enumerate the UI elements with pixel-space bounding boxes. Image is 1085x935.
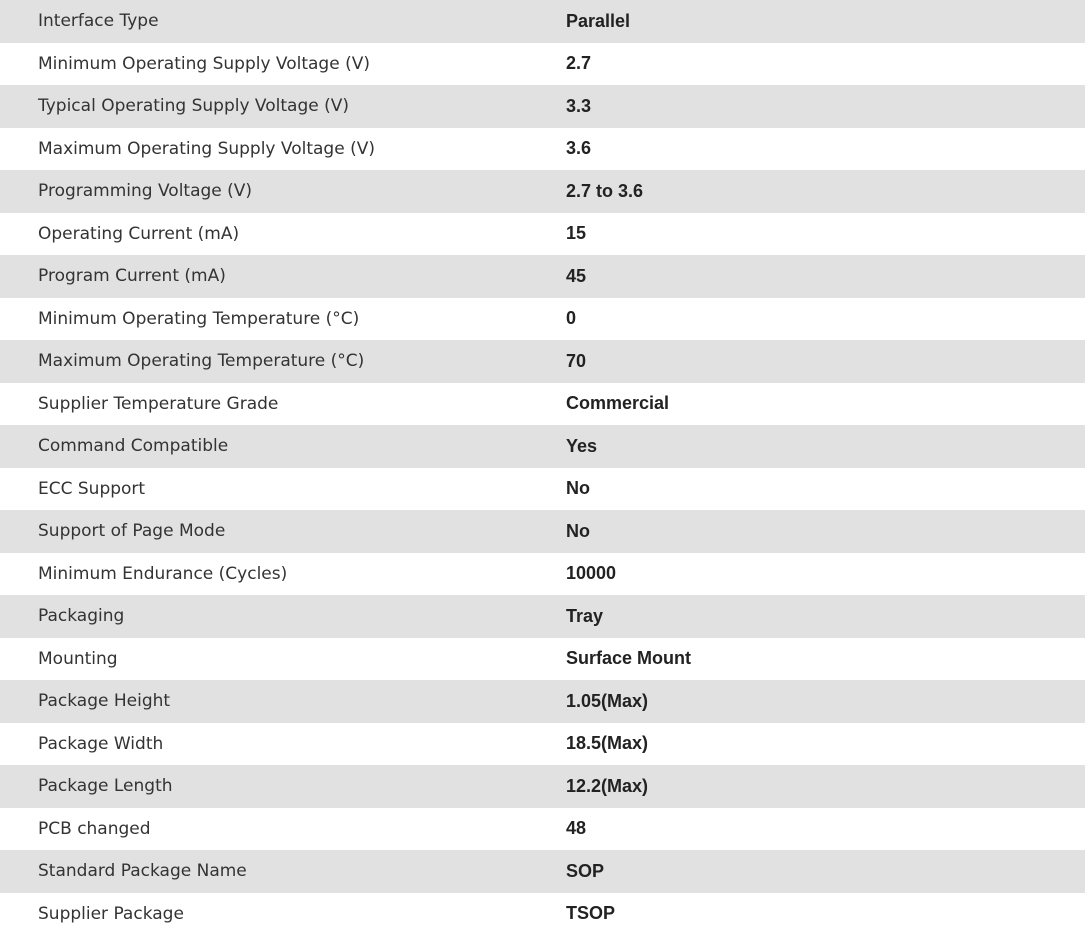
spec-label: Minimum Operating Temperature (°C) [0,298,566,341]
spec-label: Supplier Temperature Grade [0,383,566,426]
spec-row-packaging [0,595,1085,638]
spec-row-max-operating-temperature [0,340,1085,383]
spec-label: Standard Package Name [0,850,566,893]
spec-label: Command Compatible [0,425,566,468]
spec-label: Package Height [0,680,566,723]
spec-value: 10000 [566,553,1085,596]
spec-label: Minimum Endurance (Cycles) [0,553,566,596]
spec-value: 0 [566,298,1085,341]
spec-value: 18.5(Max) [566,723,1085,766]
spec-value: Yes [566,425,1085,468]
spec-value: 1.05(Max) [566,680,1085,723]
spec-row-max-supply-voltage [0,128,1085,171]
spec-label: ECC Support [0,468,566,511]
spec-value: 2.7 to 3.6 [566,170,1085,213]
spec-value: SOP [566,850,1085,893]
spec-value: 15 [566,213,1085,256]
spec-label: Support of Page Mode [0,510,566,553]
spec-row-supplier-package [0,893,1085,935]
spec-row-package-width [0,723,1085,766]
spec-row-interface-type [0,0,1085,43]
spec-label: Maximum Operating Temperature (°C) [0,340,566,383]
spec-label: Packaging [0,595,566,638]
spec-label: Package Width [0,723,566,766]
spec-row-min-operating-temperature [0,298,1085,341]
spec-row-min-supply-voltage [0,43,1085,86]
spec-row-operating-current [0,213,1085,256]
spec-value: Surface Mount [566,638,1085,681]
spec-row-supplier-temperature-grade [0,383,1085,426]
spec-value: 70 [566,340,1085,383]
spec-value: Tray [566,595,1085,638]
spec-value: No [566,468,1085,511]
spec-row-min-endurance [0,553,1085,596]
spec-value: 45 [566,255,1085,298]
spec-label: Program Current (mA) [0,255,566,298]
spec-row-programming-voltage [0,170,1085,213]
spec-row-package-length [0,765,1085,808]
spec-row-pcb-changed [0,808,1085,851]
spec-label: Mounting [0,638,566,681]
spec-value: Parallel [566,0,1085,43]
spec-value: 3.3 [566,85,1085,128]
spec-label: Minimum Operating Supply Voltage (V) [0,43,566,86]
spec-value: 48 [566,808,1085,851]
spec-value: TSOP [566,893,1085,935]
spec-label: Typical Operating Supply Voltage (V) [0,85,566,128]
spec-row-typ-supply-voltage [0,85,1085,128]
spec-row-standard-package-name [0,850,1085,893]
spec-row-command-compatible [0,425,1085,468]
spec-value: 12.2(Max) [566,765,1085,808]
spec-value: Commercial [566,383,1085,426]
spec-value: No [566,510,1085,553]
spec-label: Programming Voltage (V) [0,170,566,213]
spec-label: Maximum Operating Supply Voltage (V) [0,128,566,171]
spec-row-package-height [0,680,1085,723]
spec-label: PCB changed [0,808,566,851]
spec-label: Interface Type [0,0,566,43]
spec-label: Supplier Package [0,893,566,935]
spec-row-mounting [0,638,1085,681]
spec-row-page-mode [0,510,1085,553]
spec-row-ecc-support [0,468,1085,511]
spec-value: 3.6 [566,128,1085,171]
spec-value: 2.7 [566,43,1085,86]
spec-row-program-current [0,255,1085,298]
spec-label: Package Length [0,765,566,808]
spec-label: Operating Current (mA) [0,213,566,256]
